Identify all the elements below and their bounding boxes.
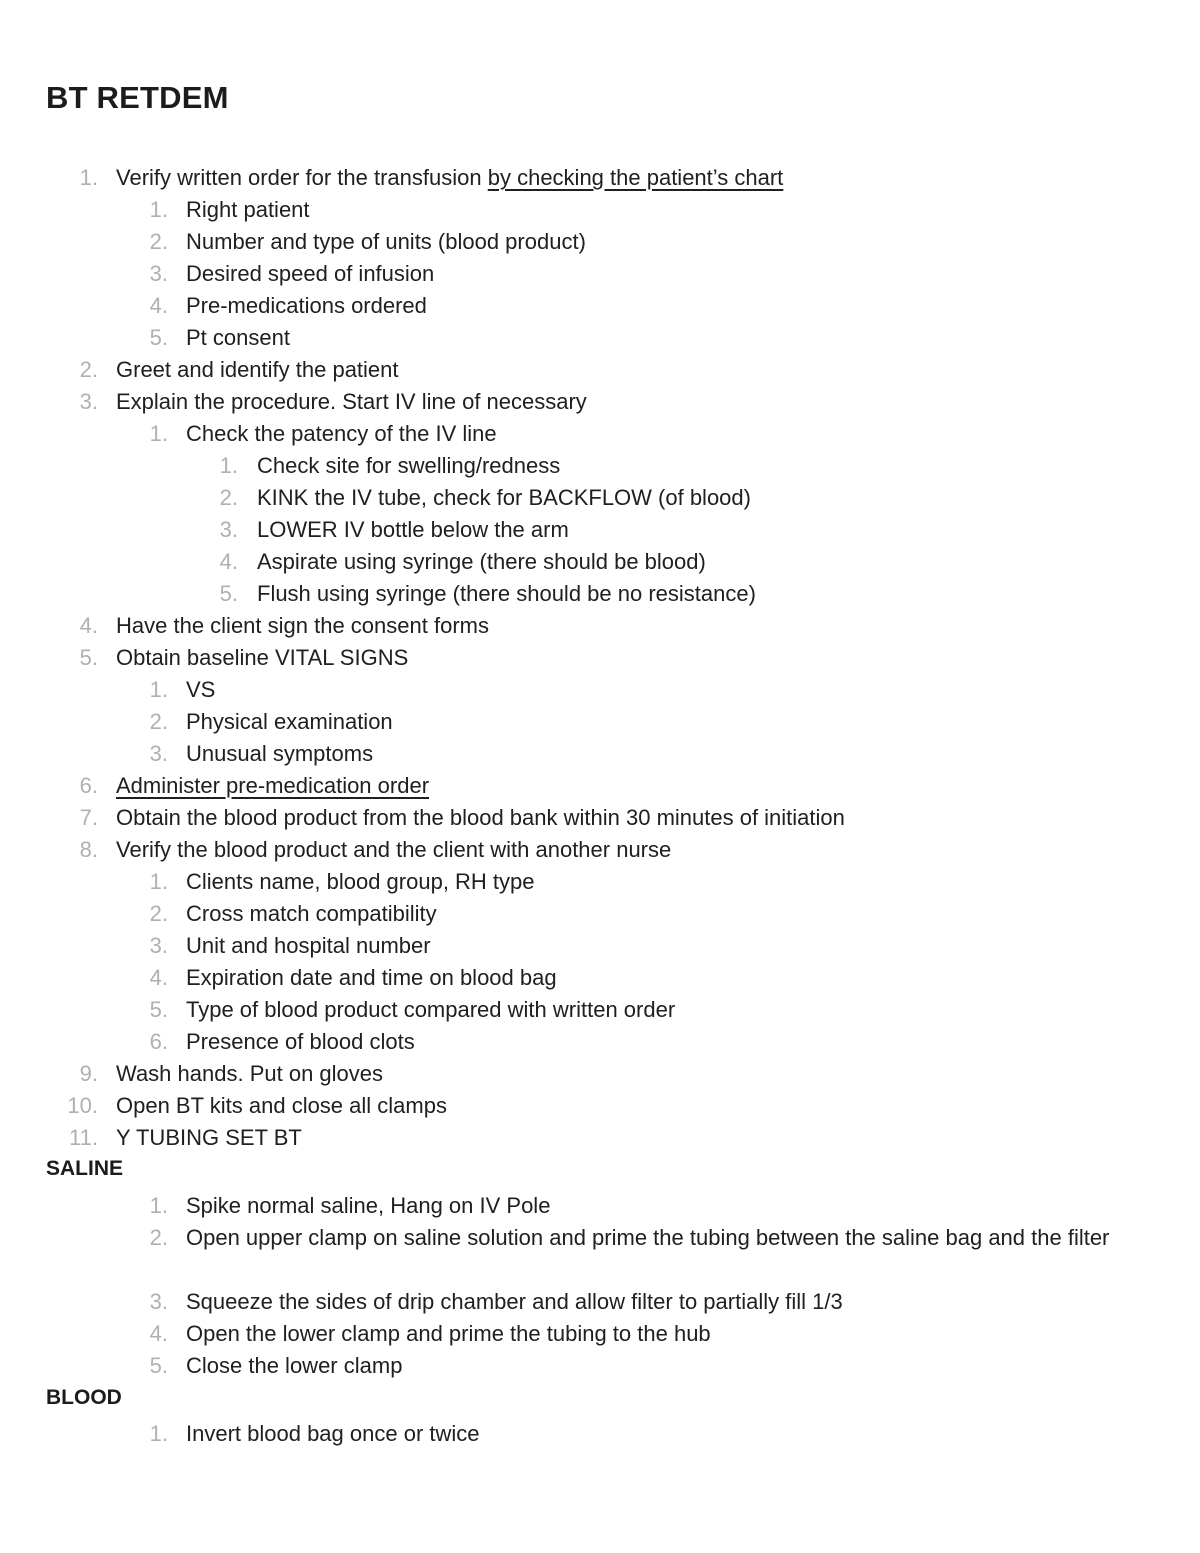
item-text: Greet and identify the patient — [116, 357, 399, 382]
item-number: 11. — [69, 1125, 98, 1150]
item-text: Squeeze the sides of drip chamber and allow filter to partially fill 1/3 — [186, 1289, 843, 1314]
item-number: 9. — [79, 1061, 98, 1086]
item-number: 3. — [219, 517, 238, 542]
item-number: 1. — [149, 1421, 168, 1446]
item-text: Close the lower clamp — [186, 1353, 403, 1378]
item-number: 1. — [79, 165, 98, 190]
page-title: BT RETDEM — [46, 80, 229, 115]
item-number: 4. — [149, 1321, 168, 1346]
item-text: LOWER IV bottle below the arm — [257, 517, 569, 542]
item-number: 3. — [149, 741, 168, 766]
item-text: Cross match compatibility — [186, 901, 437, 926]
item-number: 3. — [149, 933, 168, 958]
item-number: 10. — [67, 1093, 98, 1118]
item-number: 5. — [149, 325, 168, 350]
item-text: Open the lower clamp and prime the tubing to the hub — [186, 1321, 711, 1346]
item-number: 8. — [79, 837, 98, 862]
item-number: 4. — [149, 293, 168, 318]
item-text: Have the client sign the consent forms — [116, 613, 489, 638]
item-text: Verify written order for the transfusion — [116, 165, 488, 190]
item-text: Right patient — [186, 197, 310, 222]
item-text: Expiration date and time on blood bag — [186, 965, 557, 990]
item-number: 5. — [79, 645, 98, 670]
item-text: Physical examination — [186, 709, 393, 734]
item-number: 1. — [149, 197, 168, 222]
item-number: 1. — [219, 453, 238, 478]
item-number: 3. — [79, 389, 98, 414]
item-text: Pt consent — [186, 325, 290, 350]
section-heading-blood: BLOOD — [46, 1386, 122, 1409]
item-text: KINK the IV tube, check for BACKFLOW (of blood) — [257, 485, 751, 510]
item-number: 2. — [149, 901, 168, 926]
item-text: Presence of blood clots — [186, 1029, 415, 1054]
item-number: 2. — [149, 1225, 168, 1250]
item-text: Obtain the blood product from the blood bank within 30 minutes of initiation — [116, 805, 845, 830]
item-number: 2. — [149, 709, 168, 734]
item-text: Open upper clamp on saline solution and prime the tubing between the saline bag and the filter — [186, 1225, 1110, 1250]
item-number: 1. — [149, 869, 168, 894]
item-number: 2. — [219, 485, 238, 510]
item-text: Wash hands. Put on gloves — [116, 1061, 384, 1086]
item-number: 5. — [219, 581, 238, 606]
item-number: 7. — [79, 805, 98, 830]
item-text-underlined: by checking the patient’s chart — [487, 165, 784, 190]
item-text: Flush using syringe (there should be no resistance) — [257, 581, 756, 606]
item-number: 3. — [149, 1289, 168, 1314]
item-text: Aspirate using syringe (there should be blood) — [257, 549, 706, 574]
item-text: Type of blood product compared with written order — [186, 997, 676, 1022]
item-text: Check site for swelling/redness — [257, 453, 561, 478]
item-text: Number and type of units (blood product) — [186, 229, 586, 254]
item-number: 4. — [149, 965, 168, 990]
item-text: Invert blood bag once or twice — [186, 1421, 480, 1446]
item-number: 4. — [219, 549, 238, 574]
item-text: Pre-medications ordered — [186, 293, 427, 318]
item-text: Unit and hospital number — [186, 933, 431, 958]
item-text: Spike normal saline, Hang on IV Pole — [186, 1193, 551, 1218]
item-number: 2. — [149, 229, 168, 254]
item-text: Check the patency of the IV line — [186, 421, 497, 446]
item-text: Desired speed of infusion — [186, 261, 435, 286]
item-number: 1. — [149, 677, 168, 702]
item-number: 6. — [79, 773, 98, 798]
item-text: Verify the blood product and the client with another nurse — [116, 837, 672, 862]
item-text: Open BT kits and close all clamps — [116, 1093, 447, 1118]
item-number: 5. — [149, 997, 168, 1022]
item-text: Clients name, blood group, RH type — [186, 869, 535, 894]
item-text: Obtain baseline VITAL SIGNS — [116, 645, 409, 670]
item-number: 4. — [79, 613, 98, 638]
item-number: 1. — [149, 1193, 168, 1218]
item-text: Explain the procedure. Start IV line of necessary — [116, 389, 587, 414]
item-text-underlined: Administer pre-medication order — [116, 773, 430, 798]
item-number: 6. — [149, 1029, 168, 1054]
item-number: 5. — [149, 1353, 168, 1378]
item-text: VS — [186, 677, 216, 702]
item-text: Y TUBING SET BT — [116, 1125, 302, 1150]
item-number: 1. — [149, 421, 168, 446]
item-number: 2. — [79, 357, 98, 382]
section-heading-saline: SALINE — [46, 1157, 124, 1180]
item-number: 3. — [149, 261, 168, 286]
item-text: Unusual symptoms — [186, 741, 374, 766]
